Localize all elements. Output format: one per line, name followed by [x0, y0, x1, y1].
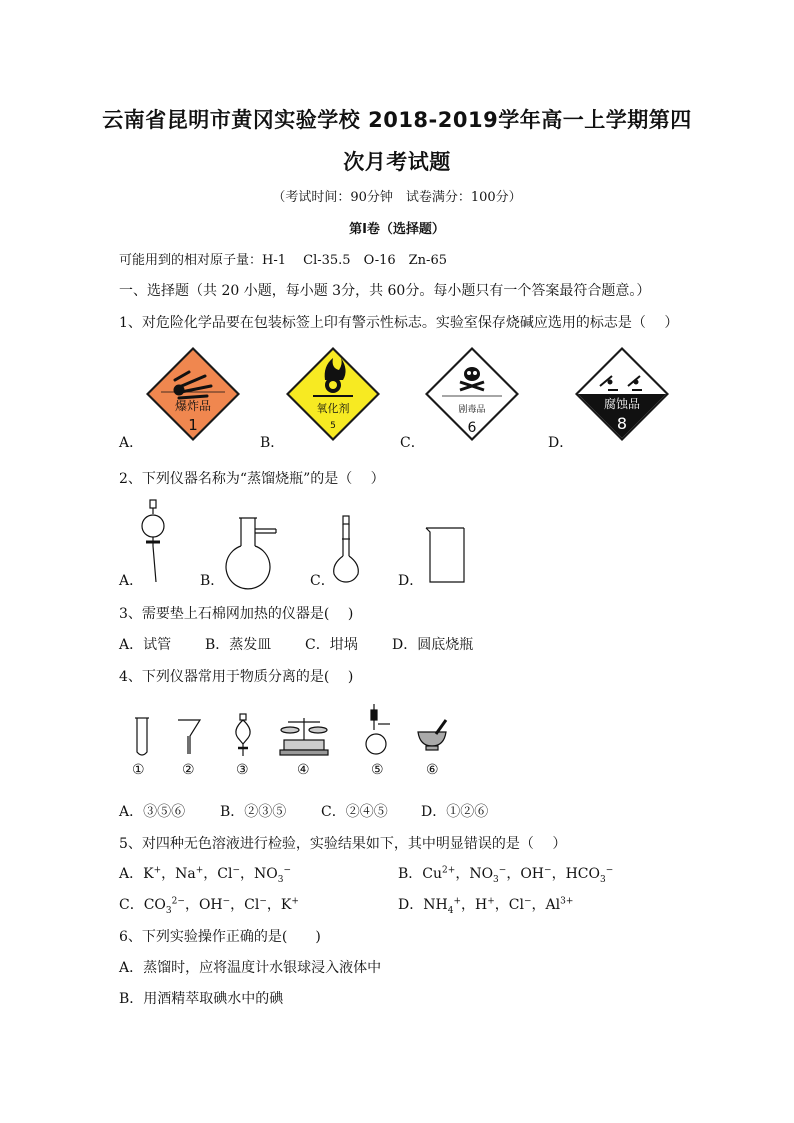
sign-label: 剧毒品	[458, 405, 486, 415]
sign-number: 8	[616, 414, 628, 433]
q5-option-d[interactable]: D．$NH_4^+$，H+，Cl−，$Al^{3+}$	[398, 896, 574, 916]
balance-scale-icon	[280, 718, 328, 755]
q3-option-d[interactable]: D．圆底烧瓶	[392, 637, 474, 653]
question-3-stem: 3、需要垫上石棉网加热的仪器是( )	[119, 606, 354, 622]
part-heading: 一、选择题（共 20 小题，每小题 3分，共 60分。每小题只有一个答案最符合题意。）	[119, 283, 651, 299]
sign-label: 爆炸品	[174, 399, 212, 413]
q5-option-b[interactable]: B．$Cu^{2+}$，$NO_3^-$，OH−，$HCO_3^-$	[398, 865, 614, 885]
q4-number-3: ③	[236, 762, 249, 778]
q4-number-4: ④	[297, 762, 310, 778]
q4-number-1: ①	[132, 762, 145, 778]
sign-number: 5	[330, 421, 336, 431]
distillation-setup-icon	[366, 704, 390, 754]
apparatus-figures	[0, 700, 794, 766]
q3-option-b[interactable]: B．蒸发皿	[205, 637, 272, 653]
q4-number-2: ②	[182, 762, 195, 778]
sign-label: 氧化剂	[316, 402, 350, 415]
q2-option-a[interactable]: A．	[119, 573, 144, 589]
q1-option-b[interactable]: B．	[260, 435, 285, 451]
separatory-funnel-icon	[142, 500, 164, 582]
sign-number: 1	[188, 416, 198, 434]
exam-info: （考试时间：90分钟 试卷满分：100分）	[272, 190, 522, 205]
toxic-sign	[425, 347, 519, 441]
q5-option-a[interactable]: A．K+，Na+，Cl−，$NO_3^-$	[119, 865, 292, 885]
question-2-stem: 2、下列仪器名称为“蒸馏烧瓶”的是（ ）	[119, 471, 385, 487]
test-tube-icon	[135, 718, 149, 755]
q2-option-b[interactable]: B．	[200, 573, 225, 589]
separatory-funnel-small-icon	[236, 714, 250, 756]
question-5-stem: 5、对四种无色溶液进行检验，实验结果如下，其中明显错误的是（ ）	[119, 836, 567, 852]
volumetric-flask-icon	[334, 516, 359, 582]
q4-option-d[interactable]: D．①②⑥	[421, 804, 489, 820]
q1-option-d[interactable]: D．	[548, 435, 574, 451]
q1-option-a[interactable]: A．	[119, 435, 144, 451]
section-title: 第Ⅰ卷（选择题）	[349, 222, 445, 237]
q4-number-6: ⑥	[426, 762, 439, 778]
sign-label: 腐蚀品	[603, 397, 641, 411]
atomic-mass-info: 可能用到的相对原子量：H-1 Cl-35.5 O-16 Zn-65	[119, 253, 447, 268]
q2-option-c[interactable]: C．	[310, 573, 335, 589]
question-6-stem: 6、下列实验操作正确的是( )	[119, 929, 321, 945]
question-1-stem: 1、对危险化学品要在包装标签上印有警示性标志。实验室保存烧碱应选用的标志是（ ）	[119, 315, 679, 331]
mortar-pestle-icon	[418, 720, 446, 750]
exam-title-line1: 云南省昆明市黄冈实验学校 2018-2019学年高一上学期第四	[102, 108, 692, 132]
question-4-stem: 4、下列仪器常用于物质分离的是( )	[119, 669, 354, 685]
exam-title-line2: 次月考试题	[343, 150, 451, 174]
q2-option-d[interactable]: D．	[398, 573, 424, 589]
q3-option-a[interactable]: A．试管	[119, 637, 172, 653]
corrosive-sign	[575, 347, 669, 441]
q5-option-c[interactable]: C．$CO_3^{2-}$，OH−，Cl−，K+	[119, 896, 299, 916]
explosive-sign	[146, 347, 240, 441]
q4-option-c[interactable]: C．②④⑤	[321, 804, 388, 820]
sign-number: 6	[467, 420, 477, 436]
q1-option-c[interactable]: C．	[400, 435, 425, 451]
oxidizer-sign	[286, 347, 380, 441]
q4-number-5: ⑤	[371, 762, 384, 778]
q4-option-a[interactable]: A．③⑤⑥	[119, 804, 186, 820]
q3-option-c[interactable]: C．坩埚	[305, 637, 358, 653]
beaker-icon	[426, 528, 464, 582]
q6-option-b[interactable]: B．用酒精萃取碘水中的碘	[119, 991, 284, 1007]
q6-option-a[interactable]: A．蒸馏时，应将温度计水银球浸入液体中	[119, 960, 382, 976]
q4-option-b[interactable]: B．②③⑤	[220, 804, 287, 820]
distillation-flask-icon	[226, 518, 276, 589]
funnel-icon	[178, 720, 200, 754]
